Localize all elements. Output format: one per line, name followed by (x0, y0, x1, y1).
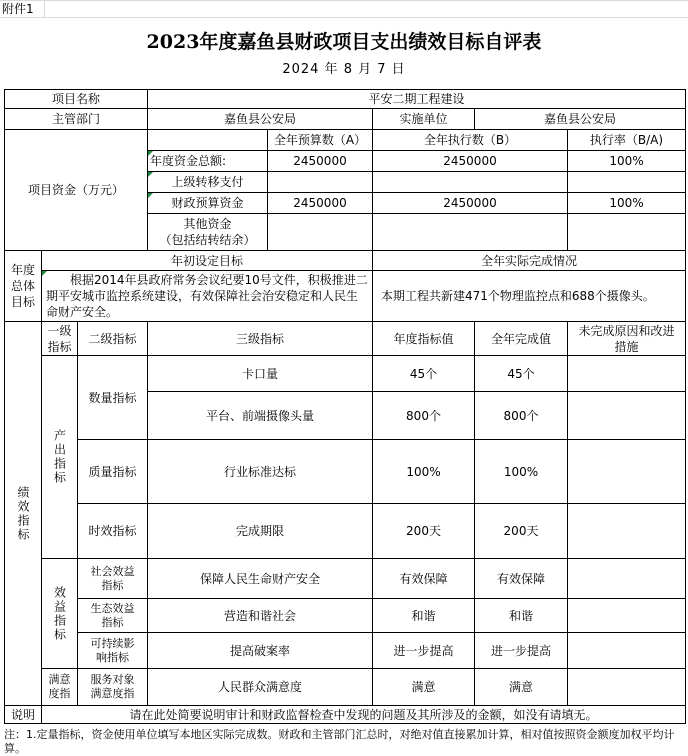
date-label: 2024 年 8 月 7 日 (282, 62, 406, 77)
remark-label: 说明 (4, 705, 42, 724)
funds-row-other-rate (567, 213, 686, 251)
timeliness-indicator-label: 时效指标 (77, 503, 148, 559)
row-checkpoint-reason (567, 355, 686, 392)
cell-comment-marker (42, 271, 47, 276)
funds-header-blank (147, 129, 268, 151)
impl-unit-label: 实施单位 (372, 108, 475, 130)
sustain-effect-label: 可持续影 响指标 (77, 632, 148, 669)
funds-row-total-exec: 2450000 (372, 150, 568, 172)
row-cameras-reason (567, 391, 686, 440)
row-timeliness-target: 200天 (372, 503, 475, 559)
row-cameras-target: 800个 (372, 391, 475, 440)
effect-indicators-label: 效益指标 (41, 558, 78, 669)
header-level2: 二级指标 (77, 321, 148, 356)
funds-row-other-label: 其他资金 （包括结转结余） (147, 213, 268, 251)
row-social-l3: 保障人民生命财产安全 (147, 558, 373, 599)
funds-row-total-rate: 100% (567, 150, 686, 172)
row-sustain-actual: 进一步提高 (474, 632, 568, 669)
funds-row-fiscal-budget: 2450000 (267, 192, 373, 214)
row-eco-l3: 营造和谐社会 (147, 598, 373, 633)
row-sustain-l3: 提高破案率 (147, 632, 373, 669)
overall-goal-label: 年度总体目标 (4, 250, 42, 322)
row-cameras-l3: 平台、前端摄像头量 (147, 391, 373, 440)
output-indicators-label: 产出指标 (41, 355, 78, 559)
row-checkpoint-l3: 卡口量 (147, 355, 373, 392)
cell-comment-marker (148, 193, 153, 198)
header-level3: 三级指标 (147, 321, 373, 356)
funds-row-transfer-budget (267, 171, 373, 193)
row-social-target: 有效保障 (372, 558, 475, 599)
social-effect-label: 社会效益 指标 (77, 558, 148, 599)
funds-row-total-label: 年度资金总额: (147, 150, 268, 172)
overall-set-header: 年初设定目标 (41, 250, 373, 271)
col-exec-header: 全年执行数（B） (372, 129, 568, 151)
row-sustain-target: 进一步提高 (372, 632, 475, 669)
footnote: 注：1.定量指标，资金使用单位填写本地区实际完成数。财政和主管部门汇总时，对绝对值直接累加计算，相对值按照资金额度加权平均计算。 (4, 728, 675, 755)
funds-row-transfer-label: 上级转移支付 (147, 171, 268, 193)
project-name-value: 平安二期工程建设 (147, 89, 686, 109)
header-actual: 全年完成值 (474, 321, 568, 356)
header-target: 年度指标值 (372, 321, 475, 356)
page-title: 2023年度嘉鱼县财政项目支出绩效目标自评表 (146, 31, 542, 53)
header-reason: 未完成原因和改进措施 (567, 321, 686, 356)
row-checkpoint-actual: 45个 (474, 355, 568, 392)
cell-comment-marker (148, 172, 153, 177)
grid-line (0, 0, 688, 1)
row-quality-reason (567, 439, 686, 504)
funds-row-total-budget: 2450000 (267, 150, 373, 172)
overall-done-text: 本期工程共新建471个物理监控点和688个摄像头。 (372, 270, 686, 322)
row-eco-target: 和谐 (372, 598, 475, 633)
row-quality-actual: 100% (474, 439, 568, 504)
quantity-indicator-label: 数量指标 (77, 355, 148, 440)
impl-unit-value: 嘉鱼县公安局 (474, 108, 686, 130)
row-quality-target: 100% (372, 439, 475, 504)
funds-row-transfer-exec (372, 171, 568, 193)
project-name-label: 项目名称 (4, 89, 148, 109)
row-timeliness-reason (567, 503, 686, 559)
row-checkpoint-target: 45个 (372, 355, 475, 392)
overall-set-text: 根据2014年县政府常务会议纪要10号文件，积极推进二期平安城市监控系统建设，有效保障社会治安稳定和人民生命财产安全。 (41, 270, 373, 322)
funds-row-other-budget (267, 213, 373, 251)
funds-row-fiscal-rate: 100% (567, 192, 686, 214)
overall-done-header: 全年实际完成情况 (372, 250, 686, 271)
perf-indicators-label: 绩效指标 (4, 321, 42, 706)
row-satisfaction-l3: 人民群众满意度 (147, 668, 373, 706)
service-satisfaction-label: 服务对象 满意度指 (77, 668, 148, 706)
dept-value: 嘉鱼县公安局 (147, 108, 373, 130)
col-budget-header: 全年预算数（A） (267, 129, 373, 151)
row-social-actual: 有效保障 (474, 558, 568, 599)
row-satisfaction-target: 满意 (372, 668, 475, 706)
row-sustain-reason (567, 632, 686, 669)
row-eco-reason (567, 598, 686, 633)
funds-row-other-exec (372, 213, 568, 251)
row-satisfaction-reason (567, 668, 686, 706)
funds-label: 项目资金（万元） (4, 129, 148, 251)
dept-label: 主管部门 (4, 108, 148, 130)
row-timeliness-l3: 完成期限 (147, 503, 373, 559)
cell-comment-marker (148, 151, 153, 156)
attachment-label: 附件1 (2, 1, 34, 16)
quality-indicator-label: 质量指标 (77, 439, 148, 504)
col-rate-header: 执行率（B/A) (567, 129, 686, 151)
header-level1: 一级 指标 (41, 321, 78, 356)
grid-line (0, 17, 688, 18)
row-cameras-actual: 800个 (474, 391, 568, 440)
funds-row-fiscal-label: 财政预算资金 (147, 192, 268, 214)
funds-row-fiscal-exec: 2450000 (372, 192, 568, 214)
remark-text: 请在此处简要说明审计和财政监督检查中发现的问题及其所涉及的金额，如没有请填无。 (41, 705, 686, 724)
funds-row-transfer-rate (567, 171, 686, 193)
row-satisfaction-actual: 满意 (474, 668, 568, 706)
satisfaction-label: 满意度指 (41, 668, 78, 706)
eco-effect-label: 生态效益 指标 (77, 598, 148, 633)
row-timeliness-actual: 200天 (474, 503, 568, 559)
row-social-reason (567, 558, 686, 599)
row-eco-actual: 和谐 (474, 598, 568, 633)
row-quality-l3: 行业标准达标 (147, 439, 373, 504)
